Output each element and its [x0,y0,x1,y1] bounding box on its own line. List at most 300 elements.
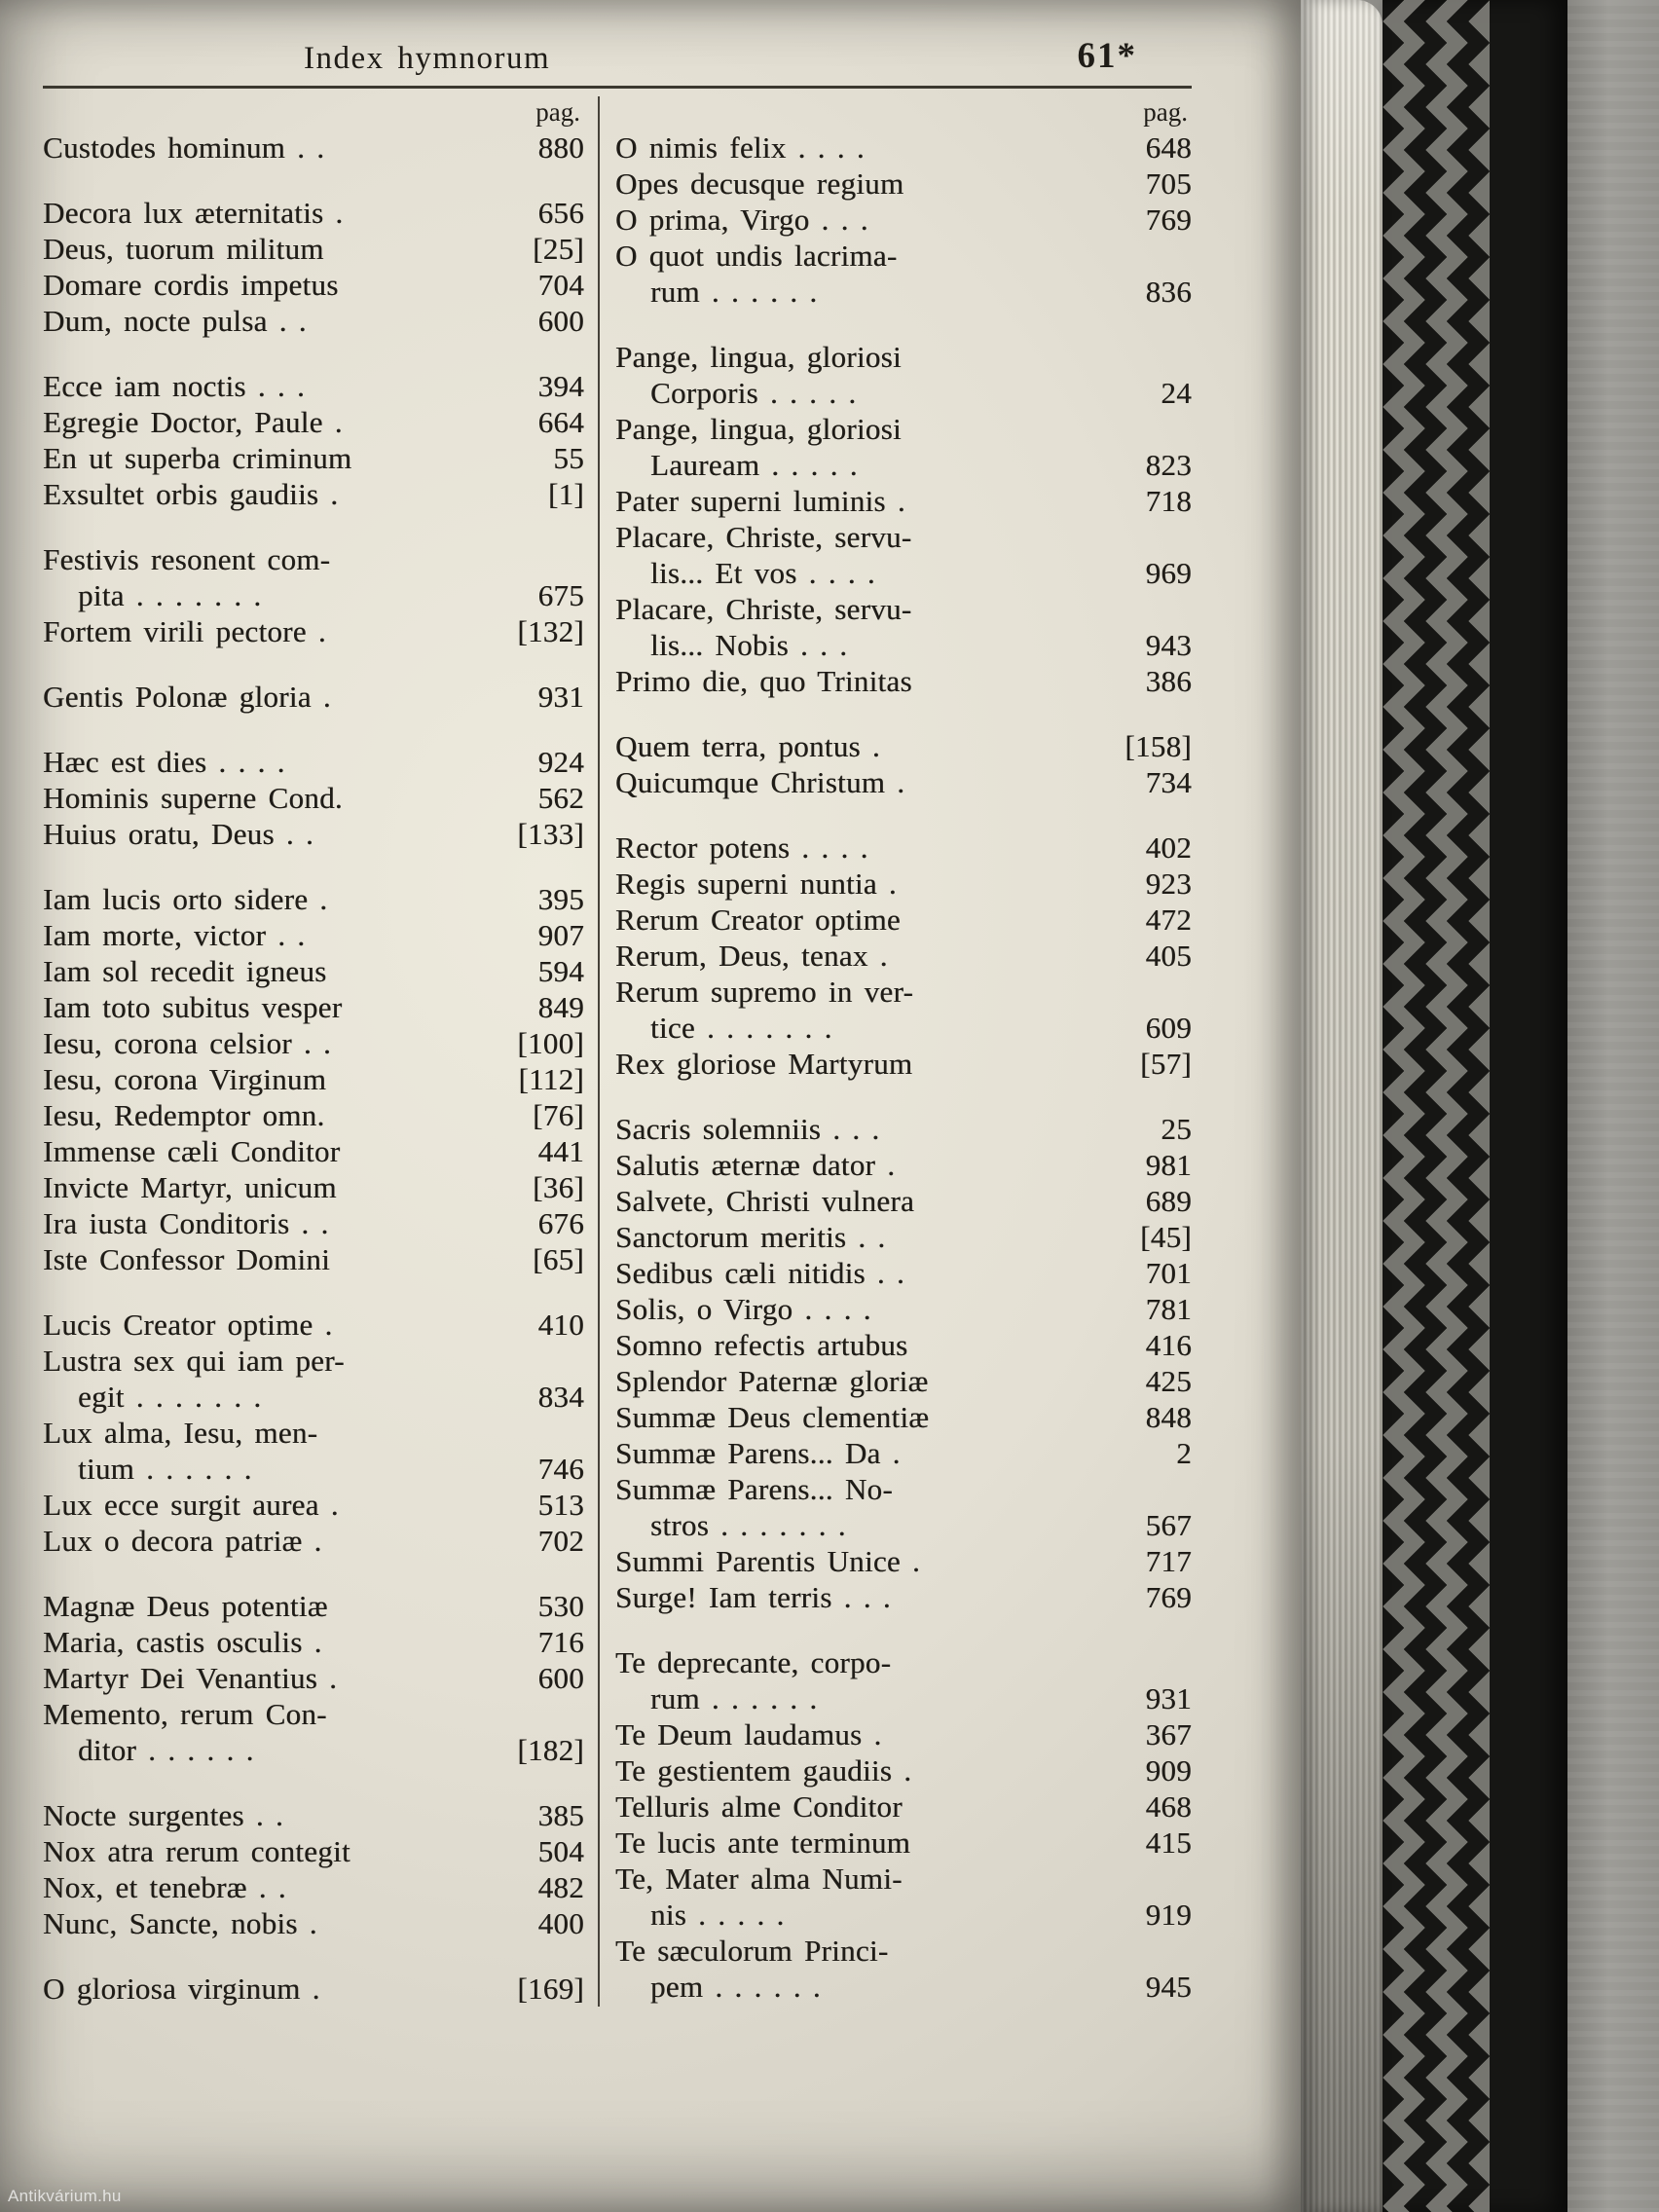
hymn-title-continuation: pem . . . . . . [650,1970,821,2004]
hymn-page-number: 441 [537,1134,584,1168]
hymn-page-number: 769 [1145,1580,1192,1614]
hymn-title: Rerum supremo in ver- [615,975,914,1009]
hymn-page-number: 530 [537,1589,584,1623]
hymn-page-number: 482 [537,1870,584,1904]
hymn-page-number: 468 [1145,1789,1192,1824]
group-gap [615,1615,1192,1644]
hymn-title: Hominis superne Cond. [43,781,343,815]
hymn-page-number: 675 [537,578,584,612]
entry-line [615,1147,1192,1183]
entry-line [43,404,584,440]
hymn-title: Nox, et tenebræ . . [43,1870,286,1904]
index-entry [615,1183,1192,1219]
index-entry [43,1415,584,1487]
index-entry [43,440,584,476]
hymn-title: Rex gloriose Martyrum [615,1047,913,1081]
index-entry [43,129,584,166]
index-entry [43,816,584,852]
group-gap [615,699,1192,728]
hymn-title: Nunc, Sancte, nobis . [43,1906,317,1940]
hymn-page-number: 400 [537,1906,584,1940]
entry-line [615,663,1192,699]
hymn-page-number: 909 [1145,1753,1192,1788]
hymn-page-number: 504 [537,1834,584,1868]
hymn-title: Summæ Parens... No- [615,1472,893,1506]
entry-line-continuation [615,1680,1192,1716]
hymn-title: Ecce iam noctis . . . [43,369,306,403]
hymn-page-number: [57] [1140,1047,1192,1081]
index-entry [43,881,584,917]
hymn-title: Iam morte, victor . . [43,918,306,952]
index-entry [43,1588,584,1624]
hymn-page-number: [1] [547,477,584,511]
entry-line [43,1869,584,1905]
hymn-title-continuation: rum . . . . . . [650,275,818,309]
group-gap [43,715,584,744]
entry-line [43,1833,584,1869]
hymn-page-number: 395 [537,882,584,916]
index-entry [615,1644,1192,1716]
entry-line [43,303,584,339]
hymn-page-number: 769 [1145,203,1192,237]
hymn-page-number: [65] [533,1242,584,1276]
group-gap [615,800,1192,830]
hymn-title: Domare cordis impetus [43,268,339,302]
hymn-page-number: 945 [1145,1970,1192,2004]
group-gap [43,649,584,679]
hymn-title: Opes decusque regium [615,166,904,201]
index-entry [615,974,1192,1046]
entry-line [615,938,1192,974]
entry-line [615,591,1192,627]
hymn-page-number: 923 [1145,866,1192,901]
hymn-page-number: 562 [537,781,584,815]
entry-line [615,1825,1192,1861]
hymn-page-number: [36] [533,1170,584,1204]
entry-line [43,780,584,816]
entry-line [43,1097,584,1133]
entry-line [615,1327,1192,1363]
index-entry [615,1046,1192,1082]
index-entry [43,1869,584,1905]
hymn-title: Te gestientem gaudiis . [615,1753,912,1788]
entry-line [43,267,584,303]
index-entry [615,1255,1192,1291]
hymn-page-number: 931 [537,680,584,714]
index-columns [43,96,1192,2007]
hymn-title: Ira iusta Conditoris . . [43,1206,329,1240]
hymn-title: Immense cæli Conditor [43,1134,341,1168]
hymn-title: Te sæculorum Princi- [615,1934,889,1968]
hymn-page-number: 676 [537,1206,584,1240]
index-entry [43,1696,584,1768]
entry-line-continuation [615,627,1192,663]
entry-line [43,1660,584,1696]
entry-line [615,1111,1192,1147]
entry-line [43,1169,584,1205]
hymn-page-number: 848 [1145,1400,1192,1434]
entry-line [615,1716,1192,1752]
index-entry [615,1435,1192,1471]
hymn-title-continuation: rum . . . . . . [650,1681,818,1715]
hymn-title: Pange, lingua, gloriosi [615,340,902,374]
hymn-page-number: 513 [537,1488,584,1522]
entry-line [615,166,1192,202]
hymn-title: O nimis felix . . . . [615,130,865,165]
hymn-title: Gentis Polonæ gloria . [43,680,331,714]
hymn-title: Lux alma, Iesu, men- [43,1416,318,1450]
entry-line-continuation [615,1897,1192,1933]
hymn-title: O prima, Virgo . . . [615,203,868,237]
index-entry [615,1111,1192,1147]
hymn-page-number: 919 [1145,1898,1192,1932]
hymn-title: Iste Confessor Domini [43,1242,330,1276]
hymn-title: Nox atra rerum contegit [43,1834,350,1868]
entry-line [615,1255,1192,1291]
index-entry [43,613,584,649]
entry-line [615,1861,1192,1897]
index-entry [615,483,1192,519]
hymn-title: Invicte Martyr, unicum [43,1170,337,1204]
hymn-title: Sacris solemniis . . . [615,1112,880,1146]
hymn-title: Somno refectis artubus [615,1328,908,1362]
hymn-page-number: 834 [537,1380,584,1414]
index-entry [615,830,1192,866]
hymn-title-continuation: lis... Nobis . . . [650,628,848,662]
hymn-title: Exsultet orbis gaudiis . [43,477,339,511]
hymn-title: Hæc est dies . . . . [43,745,285,779]
index-entry [43,195,584,231]
hymn-page-number: 24 [1161,376,1192,410]
entry-line [43,953,584,989]
index-entry [615,866,1192,902]
hymn-title-continuation: tium . . . . . . [78,1452,252,1486]
hymn-page-number: 386 [1145,664,1192,698]
watermark: Antikvárium.hu [8,2187,122,2205]
hymn-page-number: 717 [1145,1544,1192,1578]
index-entry [615,1291,1192,1327]
index-entry [615,1363,1192,1399]
entry-line [43,744,584,780]
group-gap [43,852,584,881]
group-gap [43,1277,584,1307]
hymn-page-number: 702 [537,1524,584,1558]
hymn-title: Te, Mater alma Numi- [615,1862,903,1896]
entry-line-continuation [43,577,584,613]
hymn-page-number: 594 [537,954,584,988]
entry-line [43,1133,584,1169]
hymn-title: Salvete, Christi vulnera [615,1184,915,1218]
hymn-title: Martyr Dei Venantius . [43,1661,338,1695]
entry-line [43,917,584,953]
cover-zigzag-pattern [1382,0,1490,2212]
hymn-page-number: 394 [537,369,584,403]
hymn-page-number: 836 [1145,275,1192,309]
hymn-page-number: [158] [1124,729,1192,763]
entry-line [43,368,584,404]
entry-line [43,881,584,917]
hymn-title: Sedibus cæli nitidis . . [615,1256,905,1290]
index-entry [615,1147,1192,1183]
column-pag-label: pag. [535,97,580,127]
entry-line-continuation [615,375,1192,411]
index-entry [615,938,1192,974]
hymn-title-continuation: Lauream . . . . . [650,448,858,482]
hymn-title: Decora lux æternitatis . [43,196,344,230]
entry-line [43,1487,584,1523]
hymn-page-number: 981 [1145,1148,1192,1182]
hymn-page-number: 402 [1145,830,1192,865]
hymn-title: Rerum, Deus, tenax . [615,939,888,973]
hymn-page-number: [182] [517,1733,584,1767]
hymn-title: Sanctorum meritis . . [615,1220,886,1254]
index-entry [43,267,584,303]
hymn-title: Rerum Creator optime [615,903,901,937]
hymn-title: Festivis resonent com- [43,542,331,576]
hymn-page-number: 25 [1161,1112,1192,1146]
entry-line-continuation [615,1010,1192,1046]
index-entry [615,1579,1192,1615]
index-entry [43,368,584,404]
page-title: Index hymnorum [304,41,551,76]
group-gap [615,310,1192,339]
entry-line [615,1579,1192,1615]
index-entry [43,1523,584,1559]
hymn-title: Regis superni nuntia . [615,866,897,901]
column-divider [598,96,600,2007]
index-entry [615,1788,1192,1825]
hymn-page-number: 781 [1145,1292,1192,1326]
index-entry [43,1307,584,1343]
entry-line-continuation [615,1969,1192,2005]
entry-line [43,1971,584,2007]
entry-line [615,1219,1192,1255]
hymn-page-number: 567 [1145,1508,1192,1542]
hymn-title: Te lucis ante terminum [615,1825,911,1860]
hymn-title: Magnæ Deus potentiæ [43,1589,328,1623]
index-entry [43,989,584,1025]
entry-line [43,1696,584,1732]
group-gap [43,339,584,368]
hymn-title: Pater superni luminis . [615,484,905,518]
hymn-page-number: 746 [537,1452,584,1486]
index-entry [43,1660,584,1696]
index-entry [615,238,1192,310]
entry-line [615,1363,1192,1399]
index-entry [43,744,584,780]
hymn-page-number: 385 [537,1798,584,1832]
entry-line [43,989,584,1025]
index-entry [615,1399,1192,1435]
hymn-page-number: 880 [537,130,584,165]
entry-line [43,816,584,852]
hymn-title: Telluris alme Conditor [615,1789,903,1824]
hymn-title: Surge! Iam terris . . . [615,1580,891,1614]
hymn-page-number: 931 [1145,1681,1192,1715]
index-entry [615,1861,1192,1933]
hymn-title: Quem terra, pontus . [615,729,880,763]
hymn-title: O gloriosa virginum . [43,1972,320,2006]
page-number: 61* [1077,36,1137,76]
hymn-title: Te deprecante, corpo- [615,1645,892,1679]
index-entry [615,339,1192,411]
index-entry [43,1061,584,1097]
hymn-page-number: 425 [1145,1364,1192,1398]
hymn-title: Iam sol recedit igneus [43,954,327,988]
index-entry [43,1797,584,1833]
hymn-page-number: 924 [537,745,584,779]
entry-line [43,195,584,231]
hymn-title: En ut superba criminum [43,441,352,475]
hymn-title: Splendor Paternæ gloriæ [615,1364,929,1398]
entry-line [43,1415,584,1451]
index-entry [43,1487,584,1523]
entry-line [615,129,1192,166]
group-gap [43,1941,584,1971]
hymn-title: Custodes hominum . . [43,130,325,165]
hymn-title: Pange, lingua, gloriosi [615,412,902,446]
entry-line [43,1307,584,1343]
hymn-page-number: 969 [1145,556,1192,590]
entry-line [43,440,584,476]
hymn-page-number: 704 [537,268,584,302]
page-content [43,33,1192,2007]
hymn-title: Deus, tuorum militum [43,232,324,266]
hymn-page-number: 415 [1145,1825,1192,1860]
entry-line [615,1046,1192,1082]
index-entry [43,1025,584,1061]
hymn-title: Fortem virili pectore . [43,614,326,648]
entry-line [43,1205,584,1241]
hymn-title: Summi Parentis Unice . [615,1544,921,1578]
index-entry [615,202,1192,238]
hymn-title-continuation: ditor . . . . . . [78,1733,254,1767]
index-entry [43,1343,584,1415]
hymn-title: Te Deum laudamus . [615,1717,882,1751]
hymn-title: Memento, rerum Con- [43,1697,327,1731]
entry-line [615,1471,1192,1507]
entry-line [43,1905,584,1941]
hymn-title: Summæ Deus clementiæ [615,1400,930,1434]
hymn-title: Iesu, Redemptor omn. [43,1098,325,1132]
group-gap [615,1082,1192,1111]
hymn-page-number: 600 [537,1661,584,1695]
index-entry [43,1169,584,1205]
hymn-page-number: 656 [537,196,584,230]
hymn-title: Iesu, corona celsior . . [43,1026,332,1060]
header-rule [43,86,1192,89]
index-entry [43,231,584,267]
index-entry [43,541,584,613]
index-entry [615,1716,1192,1752]
hymn-title: Primo die, quo Trinitas [615,664,912,698]
index-entry [43,679,584,715]
hymn-page-number: [25] [533,232,584,266]
hymn-page-number: 716 [537,1625,584,1659]
entry-line [615,1291,1192,1327]
group-gap [43,1559,584,1588]
index-entry [615,591,1192,663]
group-gap [43,166,584,195]
hymn-title: Salutis æternæ dator . [615,1148,896,1182]
entry-line-continuation [43,1379,584,1415]
entry-line [615,1788,1192,1825]
hymn-title: Iesu, corona Virginum [43,1062,327,1096]
entry-line [615,1435,1192,1471]
index-entry [615,519,1192,591]
hymn-title: Egregie Doctor, Paule . [43,405,343,439]
group-gap [43,512,584,541]
page-header [43,33,1192,84]
entry-line [615,519,1192,555]
hymn-title: Solis, o Virgo . . . . [615,1292,871,1326]
entry-line [43,541,584,577]
hymn-page-number: [100] [517,1026,584,1060]
column-pag-label: pag. [1143,97,1188,127]
hymn-title: Lustra sex qui iam per- [43,1344,345,1378]
index-entry [43,953,584,989]
entry-line [615,902,1192,938]
hymn-page-number: 55 [553,441,584,475]
entry-line [615,1399,1192,1435]
index-entry [615,411,1192,483]
hymn-title: Huius oratu, Deus . . [43,817,314,851]
index-entry [615,1752,1192,1788]
hymn-title: Lucis Creator optime . [43,1308,333,1342]
hymn-title: Dum, nocte pulsa . . [43,304,307,338]
hymn-page-number: [132] [517,614,584,648]
entry-line [615,1183,1192,1219]
group-gap [43,1768,584,1797]
hymn-title-continuation: Corporis . . . . . [650,376,857,410]
index-entry [43,1905,584,1941]
index-entry [615,1471,1192,1543]
index-entry [615,663,1192,699]
hymn-page-number: 664 [537,405,584,439]
index-entry [43,917,584,953]
page-edge [1301,0,1382,2212]
hymn-title: Rector potens . . . . [615,830,868,865]
hymn-title: Iam toto subitus vesper [43,990,343,1024]
hymn-page-number: 2 [1176,1436,1192,1470]
hymn-title-continuation: stros . . . . . . . [650,1508,846,1542]
index-entry [43,404,584,440]
entry-line-continuation [615,1507,1192,1543]
entry-line [615,1752,1192,1788]
entry-line-continuation [615,447,1192,483]
index-entry [43,476,584,512]
entry-line [43,1588,584,1624]
entry-line-continuation [615,555,1192,591]
index-entry [43,1833,584,1869]
index-entry [43,303,584,339]
entry-line [615,238,1192,274]
entry-line [615,339,1192,375]
index-entry [615,764,1192,800]
entry-line [615,830,1192,866]
entry-line [615,202,1192,238]
hymn-title: Quicumque Christum . [615,765,905,799]
entry-line [615,974,1192,1010]
hymn-title-continuation: tice . . . . . . . [650,1011,832,1045]
hymn-page-number: 416 [1145,1328,1192,1362]
index-entry [615,1327,1192,1363]
hymn-page-number: [112] [518,1062,584,1096]
index-entry [615,166,1192,202]
hymn-title: Lux ecce surgit aurea . [43,1488,339,1522]
backdrop [1567,0,1659,2212]
entry-line [43,613,584,649]
